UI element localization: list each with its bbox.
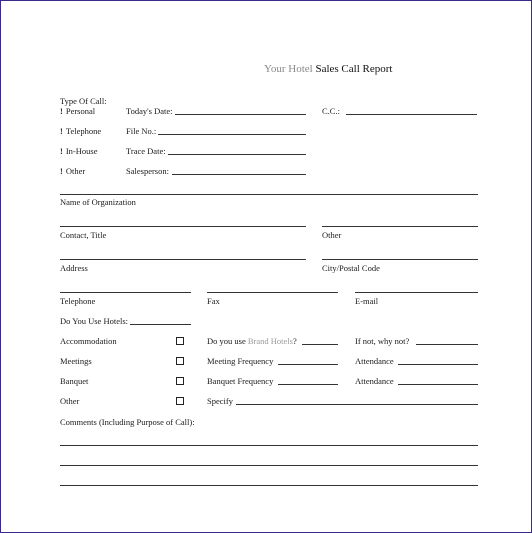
report-title-text: Sales Call Report	[315, 63, 393, 75]
if-not-label: If not, why not?	[355, 336, 410, 346]
banquet-attendance-line[interactable]	[398, 384, 478, 385]
city-label: City/Postal Code	[322, 263, 380, 273]
use-brand-suffix: ?	[292, 336, 297, 346]
specify-line[interactable]	[236, 404, 478, 405]
bullet-icon: !	[60, 106, 63, 116]
comments-line-1[interactable]	[60, 445, 478, 446]
fax-line[interactable]	[207, 292, 338, 293]
fax-label: Fax	[207, 296, 220, 306]
banquet-checkbox[interactable]	[176, 377, 184, 385]
cc-line[interactable]	[346, 114, 477, 115]
banquet-frequency-line[interactable]	[278, 384, 338, 385]
todays-date-line[interactable]	[175, 114, 306, 115]
if-not-line[interactable]	[416, 344, 478, 345]
brand-hotels-text: Brand Hotels	[247, 336, 293, 346]
telephone-line[interactable]	[60, 292, 191, 293]
organization-label: Name of Organization	[60, 197, 136, 207]
accommodation-label: Accommodation	[60, 336, 117, 346]
other-label: Other	[322, 230, 342, 240]
contact-line[interactable]	[60, 226, 306, 227]
other-need-checkbox[interactable]	[176, 397, 184, 405]
accommodation-checkbox[interactable]	[176, 337, 184, 345]
salesperson-line[interactable]	[172, 174, 306, 175]
call-type-label: Personal	[65, 106, 96, 116]
comments-line-3[interactable]	[60, 485, 478, 486]
comments-label: Comments (Including Purpose of Call):	[60, 417, 195, 427]
todays-date-label: Today's Date:	[126, 106, 173, 116]
meetings-checkbox[interactable]	[176, 357, 184, 365]
trace-date-line[interactable]	[168, 154, 306, 155]
cc-label: C.C.:	[322, 106, 340, 116]
bullet-icon: !	[60, 166, 63, 176]
address-line[interactable]	[60, 259, 306, 260]
call-type-label: Telephone	[65, 126, 102, 136]
bullet-icon: !	[60, 126, 63, 136]
salesperson-label: Salesperson:	[126, 166, 169, 176]
comments-line-2[interactable]	[60, 465, 478, 466]
telephone-label: Telephone	[60, 296, 96, 306]
trace-date-label: Trace Date:	[126, 146, 166, 156]
call-type-telephone[interactable]	[60, 126, 101, 136]
contact-label: Contact, Title	[60, 230, 107, 240]
use-hotels-line[interactable]	[130, 324, 191, 325]
hotel-brand-name: Your Hotel	[264, 63, 313, 75]
banquet-frequency-label: Banquet Frequency	[207, 376, 274, 386]
meeting-frequency-line[interactable]	[278, 364, 338, 365]
specify-label: Specify	[207, 396, 233, 406]
email-label: E-mail	[355, 296, 379, 306]
meeting-frequency-label: Meeting Frequency	[207, 356, 274, 366]
call-type-other[interactable]	[60, 166, 85, 176]
use-brand-label	[207, 336, 297, 346]
use-brand-prefix: Do you use	[207, 336, 248, 346]
bullet-icon: !	[60, 146, 63, 156]
call-type-personal[interactable]	[60, 106, 95, 116]
meeting-attendance-line[interactable]	[398, 364, 478, 365]
banquet-label: Banquet	[60, 376, 89, 386]
file-no-label: File No.:	[126, 126, 157, 136]
other-need-label: Other	[60, 396, 80, 406]
report-title	[264, 63, 392, 75]
city-line[interactable]	[322, 259, 478, 260]
organization-line[interactable]	[60, 194, 478, 195]
type-of-call-label: Type Of Call:	[60, 96, 107, 106]
meetings-label: Meetings	[60, 356, 92, 366]
call-type-in-house[interactable]	[60, 146, 97, 156]
use-brand-line[interactable]	[302, 344, 338, 345]
meeting-attendance-label: Attendance	[355, 356, 394, 366]
call-type-label: Other	[65, 166, 86, 176]
address-label: Address	[60, 263, 88, 273]
file-no-line[interactable]	[158, 134, 306, 135]
other-line[interactable]	[322, 226, 478, 227]
banquet-attendance-label: Attendance	[355, 376, 394, 386]
email-line[interactable]	[355, 292, 478, 293]
use-hotels-label: Do You Use Hotels:	[60, 316, 129, 326]
call-type-label: In-House	[65, 146, 98, 156]
